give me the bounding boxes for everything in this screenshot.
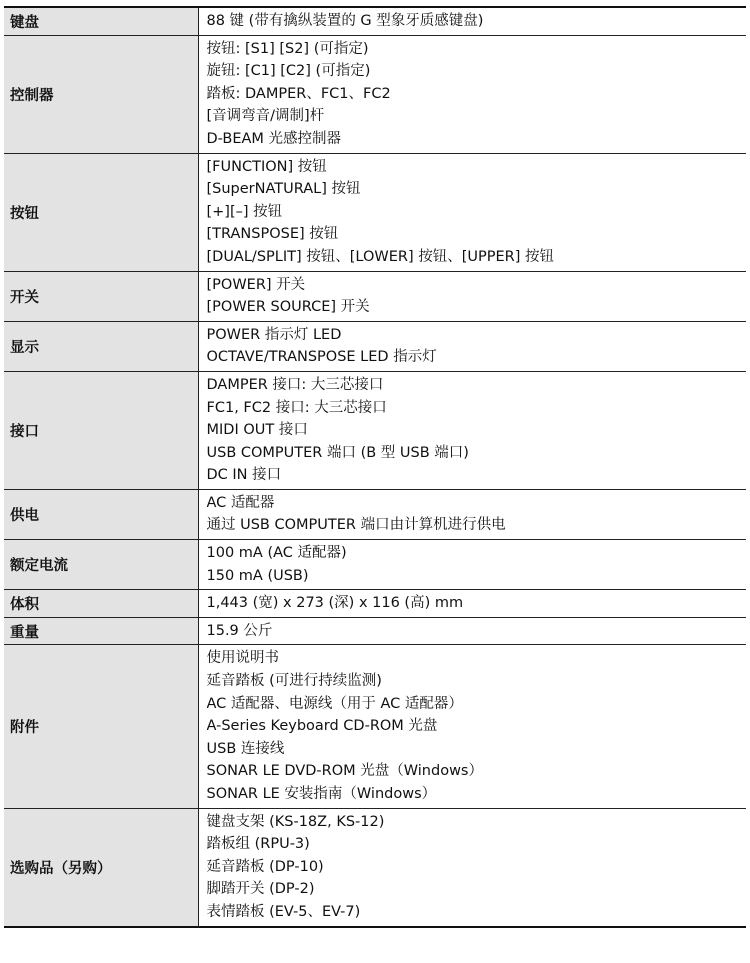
spec-value-line: A-Series Keyboard CD-ROM 光盘 <box>206 718 438 735</box>
spec-value-accessories <box>198 645 746 808</box>
spec-value-line: 延音踏板 (DP-10) <box>206 858 324 875</box>
spec-value-line: OCTAVE/TRANSPOSE LED 指示灯 <box>206 349 437 366</box>
spec-value-line: D-BEAM 光感控制器 <box>206 130 342 147</box>
spec-value-line: 通过 USB COMPUTER 端口由计算机进行供电 <box>206 517 506 534</box>
spec-row-keyboard <box>4 7 746 35</box>
spec-value-line: 100 mA (AC 适配器) <box>206 545 347 562</box>
spec-value-line: [FUNCTION] 按钮 <box>206 158 327 175</box>
spec-value-line: 脚踏开关 (DP-2) <box>206 881 315 898</box>
spec-value-line: [POWER SOURCE] 开关 <box>206 299 370 316</box>
spec-row-accessories <box>4 645 746 808</box>
spec-value-power-supply <box>198 489 746 539</box>
spec-table-body <box>4 7 746 927</box>
spec-value-line: SONAR LE 安装指南（Windows） <box>206 786 437 802</box>
spec-value-line: 按钮: [S1] [S2] (可指定) <box>206 40 369 57</box>
spec-row-switches <box>4 271 746 321</box>
spec-value-line: [音调弯音/调制]杆 <box>206 108 325 125</box>
spec-label-buttons: 按钮 <box>4 153 198 271</box>
spec-value-buttons <box>198 153 746 271</box>
spec-value-line: [+][–] 按钮 <box>206 203 283 220</box>
spec-row-controllers <box>4 35 746 153</box>
spec-row-weight <box>4 617 746 645</box>
spec-label-display: 显示 <box>4 321 198 371</box>
spec-label-switches: 开关 <box>4 271 198 321</box>
spec-value-keyboard <box>198 7 746 35</box>
spec-label-current-draw: 额定电流 <box>4 540 198 590</box>
spec-value-display <box>198 321 746 371</box>
spec-value-controllers <box>198 35 746 153</box>
spec-value-line: USB COMPUTER 端口 (B 型 USB 端口) <box>206 444 469 461</box>
spec-value-line: MIDI OUT 接口 <box>206 422 308 439</box>
spec-value-line: 旋钮: [C1] [C2] (可指定) <box>206 63 371 80</box>
spec-value-line: 1,443 (宽) x 273 (深) x 116 (高) mm <box>206 595 464 612</box>
spec-value-line: [TRANSPOSE] 按钮 <box>206 226 339 243</box>
spec-value-line: [SuperNATURAL] 按钮 <box>206 181 361 198</box>
spec-label-options: 选购品（另购） <box>4 808 198 926</box>
spec-value-line: 表情踏板 (EV-5、EV-7) <box>206 903 361 920</box>
spec-value-line: SONAR LE DVD-ROM 光盘（Windows） <box>206 763 483 780</box>
spec-row-connectors <box>4 371 746 489</box>
spec-label-power-supply: 供电 <box>4 489 198 539</box>
spec-value-line: AC 适配器 <box>206 494 275 511</box>
spec-value-line: [POWER] 开关 <box>206 276 306 293</box>
spec-label-weight: 重量 <box>4 617 198 645</box>
spec-value-line: 15.9 公斤 <box>206 622 273 639</box>
spec-table <box>4 6 746 928</box>
spec-row-current-draw <box>4 540 746 590</box>
spec-value-switches <box>198 271 746 321</box>
spec-label-keyboard: 键盘 <box>4 7 198 35</box>
spec-value-line: FC1, FC2 接口: 大三芯接口 <box>206 399 387 416</box>
spec-row-buttons <box>4 153 746 271</box>
spec-row-power-supply <box>4 489 746 539</box>
spec-value-weight <box>198 617 746 645</box>
spec-value-line: USB 连接线 <box>206 740 285 757</box>
spec-value-line: 键盘支架 (KS-18Z, KS-12) <box>206 813 385 830</box>
spec-value-line: 踏板: DAMPER、FC1、FC2 <box>206 85 391 102</box>
spec-value-line: DC IN 接口 <box>206 467 282 484</box>
spec-value-current-draw <box>198 540 746 590</box>
spec-value-line: 88 键 (带有擒纵装置的 G 型象牙质感键盘) <box>206 13 484 29</box>
spec-value-options <box>198 808 746 926</box>
spec-value-connectors <box>198 371 746 489</box>
spec-row-display <box>4 321 746 371</box>
spec-value-line: 踏板组 (RPU-3) <box>206 836 310 853</box>
spec-value-dimensions <box>198 590 746 618</box>
spec-label-dimensions: 体积 <box>4 590 198 618</box>
spec-value-line: 使用说明书 <box>206 650 279 667</box>
spec-label-accessories: 附件 <box>4 645 198 808</box>
spec-value-line: 延音踏板 (可进行持续监测) <box>206 673 382 690</box>
spec-value-line: AC 适配器、电源线（用于 AC 适配器） <box>206 695 463 712</box>
spec-row-dimensions <box>4 590 746 618</box>
spec-value-line: DAMPER 接口: 大三芯接口 <box>206 376 384 393</box>
spec-row-options <box>4 808 746 926</box>
spec-value-line: 150 mA (USB) <box>206 567 309 584</box>
spec-value-line: [DUAL/SPLIT] 按钮、[LOWER] 按钮、[UPPER] 按钮 <box>206 248 554 265</box>
spec-value-line: POWER 指示灯 LED <box>206 326 342 343</box>
spec-label-controllers: 控制器 <box>4 35 198 153</box>
spec-label-connectors: 接口 <box>4 371 198 489</box>
